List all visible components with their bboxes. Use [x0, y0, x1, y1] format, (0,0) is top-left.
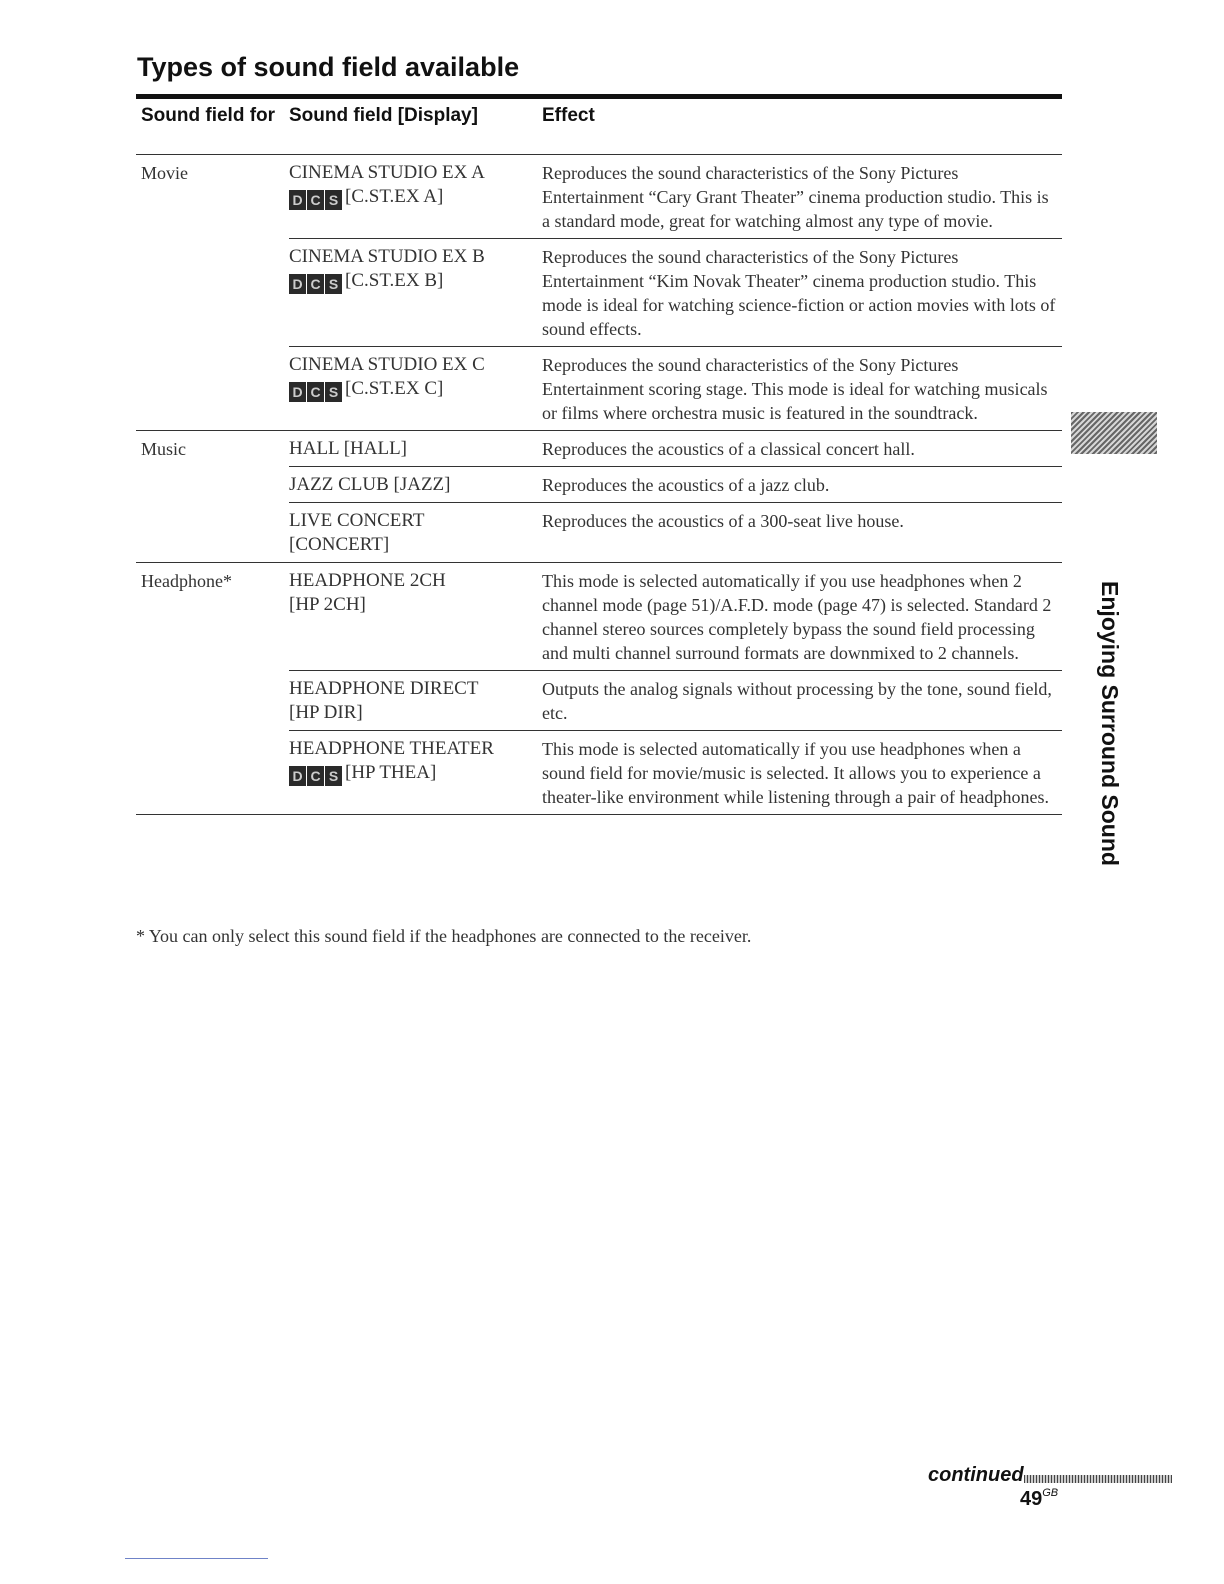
table-header [136, 99, 1062, 155]
sound-field-name: CINEMA STUDIO EX A [289, 162, 485, 183]
group-category: Movie [141, 163, 188, 183]
dcs-badge-letter: D [289, 766, 306, 786]
sound-field-name: HEADPHONE DIRECT [289, 678, 479, 699]
sound-field-cell [289, 437, 542, 461]
sound-field-name: HALL [HALL] [289, 438, 408, 459]
page-heading: Types of sound field available [137, 52, 520, 82]
table-row [289, 238, 1062, 346]
sound-field-name: LIVE CONCERT [289, 510, 425, 531]
sound-field-name: HEADPHONE THEATER [289, 738, 494, 759]
sound-field-name: HEADPHONE 2CH [289, 570, 446, 591]
sound-field-display-line [289, 701, 542, 725]
table-row [289, 670, 1062, 730]
dcs-badge-letter: D [289, 382, 306, 402]
group-category: Headphone* [141, 571, 232, 591]
table-body [136, 155, 1062, 815]
table-row [289, 730, 1062, 814]
table-row [289, 563, 1062, 670]
footnote: * You can only select this sound field if the headphones are connected to the receiver. [136, 926, 752, 946]
dcs-badge-letter: C [307, 274, 324, 294]
header-sound-field-display: Sound field [Display] [289, 105, 478, 126]
dcs-badge-icon [289, 766, 343, 786]
continued-bar [1024, 1475, 1172, 1483]
continued-indicator [928, 1464, 1172, 1487]
sound-field-cell [289, 353, 542, 425]
sound-field-cell [289, 677, 542, 725]
group-rows [289, 431, 1062, 562]
group-rows [289, 155, 1062, 430]
group-category: Music [141, 439, 186, 459]
sound-field-name: CINEMA STUDIO EX B [289, 246, 485, 267]
side-tab-marker [1071, 412, 1157, 454]
dcs-badge-letter: S [325, 190, 342, 210]
dcs-badge-letter: S [325, 766, 342, 786]
page-number-value: 49 [1020, 1488, 1043, 1510]
sound-field-cell [289, 473, 542, 497]
dcs-badge-letter: S [325, 382, 342, 402]
sound-field-display: [HP THEA] [345, 762, 437, 783]
dcs-badge-letter: C [307, 766, 324, 786]
table-row [289, 502, 1062, 562]
effect-description: This mode is selected automatically if you use headphones when a sound field for movie/music is selected. It allows you to experience a theater-like environment while listening through a pair of headphones. [542, 739, 1049, 807]
effect-description: Outputs the analog signals without processing by the tone, sound field, etc. [542, 679, 1052, 723]
table-row [289, 346, 1062, 430]
sound-field-cell [289, 569, 542, 665]
sound-field-display-line [289, 269, 542, 294]
dcs-badge-letter: C [307, 382, 324, 402]
sound-field-cell [289, 245, 542, 341]
sound-field-display: [CONCERT] [289, 534, 390, 555]
table-group [136, 431, 1062, 563]
table-row [289, 466, 1062, 502]
dcs-badge-icon [289, 190, 343, 210]
dcs-badge-icon [289, 382, 343, 402]
sound-field-name: CINEMA STUDIO EX C [289, 354, 485, 375]
side-section-label [1090, 573, 1128, 873]
effect-description: This mode is selected automatically if you use headphones when 2 channel mode (page 51)/A.F.D. mode (page 47) is selected. Standard 2 channel stereo sources completely bypass the sound field processing and multi channel surround formats are downmixed to 2 channels. [542, 571, 1052, 663]
dcs-badge-icon [289, 274, 343, 294]
header-sound-field-for: Sound field for [141, 105, 276, 126]
dcs-badge-letter: D [289, 190, 306, 210]
sound-field-table [136, 94, 1062, 815]
effect-description: Reproduces the sound characteristics of the Sony Pictures Entertainment “Kim Novak Theater” cinema production studio. This mode is ideal for watching science-fiction or action movies with lots of sound effects. [542, 247, 1056, 339]
table-row [289, 431, 1062, 466]
table-group [136, 155, 1062, 431]
group-rows [289, 563, 1062, 814]
sound-field-cell [289, 737, 542, 809]
effect-description: Reproduces the acoustics of a jazz club. [542, 475, 830, 495]
sound-field-display: [HP 2CH] [289, 594, 366, 615]
sound-field-cell [289, 509, 542, 557]
sound-field-display: [HP DIR] [289, 702, 363, 723]
sound-field-display-line [289, 533, 542, 557]
sound-field-display-line [289, 593, 542, 617]
sound-field-display: [C.ST.EX B] [345, 270, 444, 291]
effect-description: Reproduces the acoustics of a 300-seat live house. [542, 511, 904, 531]
header-effect: Effect [542, 105, 595, 126]
sound-field-cell [289, 161, 542, 233]
sound-field-display-line [289, 377, 542, 402]
sound-field-display-line [289, 185, 542, 210]
side-section-label-text: Enjoying Surround Sound [1096, 580, 1123, 866]
page-suffix: GB [1042, 1487, 1059, 1499]
table-group [136, 563, 1062, 815]
table-row [289, 155, 1062, 238]
effect-description: Reproduces the sound characteristics of the Sony Pictures Entertainment “Cary Grant Theater” cinema production studio. This is a standard mode, great for watching almost any type of movie. [542, 163, 1049, 231]
bottom-rule [125, 1558, 268, 1559]
page-number [1020, 1487, 1058, 1511]
sound-field-name: JAZZ CLUB [JAZZ] [289, 474, 451, 495]
sound-field-display-line [289, 761, 542, 786]
continued-text: continued [928, 1464, 1024, 1486]
effect-description: Reproduces the acoustics of a classical concert hall. [542, 439, 915, 459]
dcs-badge-letter: C [307, 190, 324, 210]
sound-field-display: [C.ST.EX A] [345, 186, 444, 207]
dcs-badge-letter: S [325, 274, 342, 294]
effect-description: Reproduces the sound characteristics of the Sony Pictures Entertainment scoring stage. This mode is ideal for watching musicals or films where orchestra music is featured in the soundtrack. [542, 355, 1048, 423]
dcs-badge-letter: D [289, 274, 306, 294]
sound-field-display: [C.ST.EX C] [345, 378, 444, 399]
